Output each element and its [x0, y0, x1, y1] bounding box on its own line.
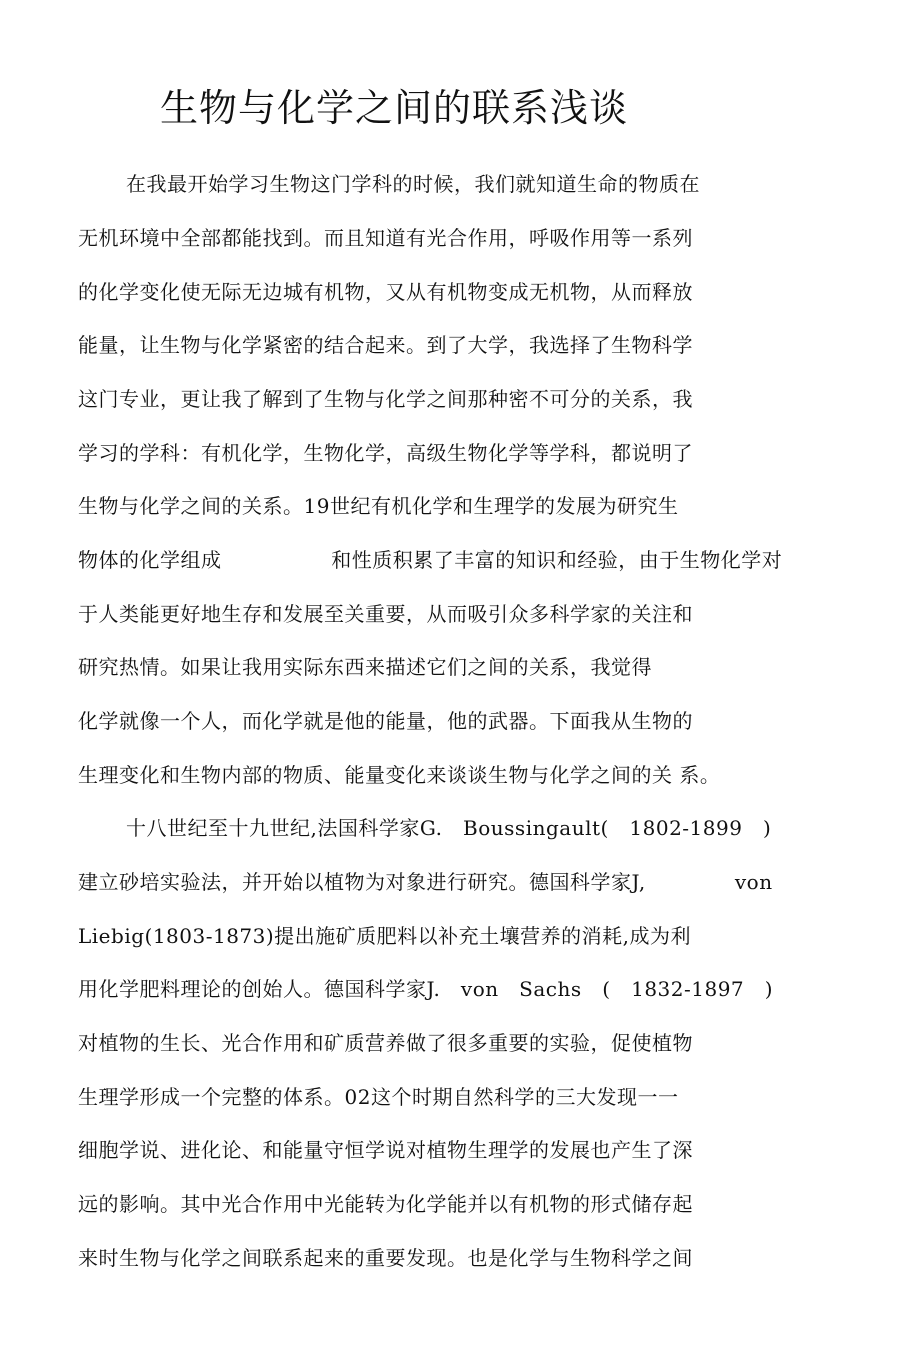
- document-title: 生物与化学之间的联系浅谈: [160, 86, 629, 130]
- text-line: 这门专业，更让我了解到了生物与化学之间那种密不可分的关系，我: [78, 387, 693, 411]
- text-line: 细胞学说、进化论、和能量守恒学说对植物生理学的发展也产生了深: [78, 1138, 693, 1162]
- text-line: Liebig(1803-1873)提出施矿质肥料以补充土壤营养的消耗,成为利: [78, 924, 692, 948]
- text-line: 来时生物与化学之间联系起来的重要发现。也是化学与生物科学之间: [78, 1246, 693, 1270]
- text-line: 对植物的生长、光合作用和矿质营养做了很多重要的实验，促使植物: [78, 1031, 693, 1055]
- text-line: 用化学肥料理论的创始人。德国科学家J. von Sachs ( 1832-1897 ): [78, 977, 774, 1001]
- text-line: 化学就像一个人，而化学就是他的能量，他的武器。下面我从生物的: [78, 709, 693, 733]
- text-line: 生理变化和生物内部的物质、能量变化来谈谈生物与化学之间的关 系。: [78, 763, 721, 787]
- text-line: 学习的学科：有机化学，生物化学，高级生物化学等学科，都说明了: [78, 441, 693, 465]
- text-line: 建立砂培实验法，并开始以植物为对象进行研究。德国科学家J, von: [78, 870, 773, 894]
- text-line: 远的影响。其中光合作用中光能转为化学能并以有机物的形式储存起: [78, 1192, 693, 1216]
- text-line: 于人类能更好地生存和发展至关重要，从而吸引众多科学家的关注和: [78, 602, 693, 626]
- text-line: 物体的化学组成 和性质积累了丰富的知识和经验，由于生物化学对: [78, 548, 783, 572]
- text-line: 在我最开始学习生物这门学科的时候，我们就知道生命的物质在: [126, 172, 700, 196]
- text-line: 研究热情。如果让我用实际东西来描述它们之间的关系，我觉得: [78, 655, 652, 679]
- text-line: 能量，让生物与化学紧密的结合起来。到了大学，我选择了生物科学: [78, 333, 693, 357]
- text-line: 生理学形成一个完整的体系。02这个时期自然科学的三大发现一一: [78, 1085, 679, 1109]
- text-line: 生物与化学之间的关系。19世纪有机化学和生理学的发展为研究生: [78, 494, 679, 518]
- text-line: 的化学变化使无际无边城有机物，又从有机物变成无机物，从而释放: [78, 280, 693, 304]
- text-line: 十八世纪至十九世纪,法国科学家G. Boussingault( 1802-1899 ): [126, 816, 772, 840]
- text-line: 无机环境中全部都能找到。而且知道有光合作用，呼吸作用等一系列: [78, 226, 693, 250]
